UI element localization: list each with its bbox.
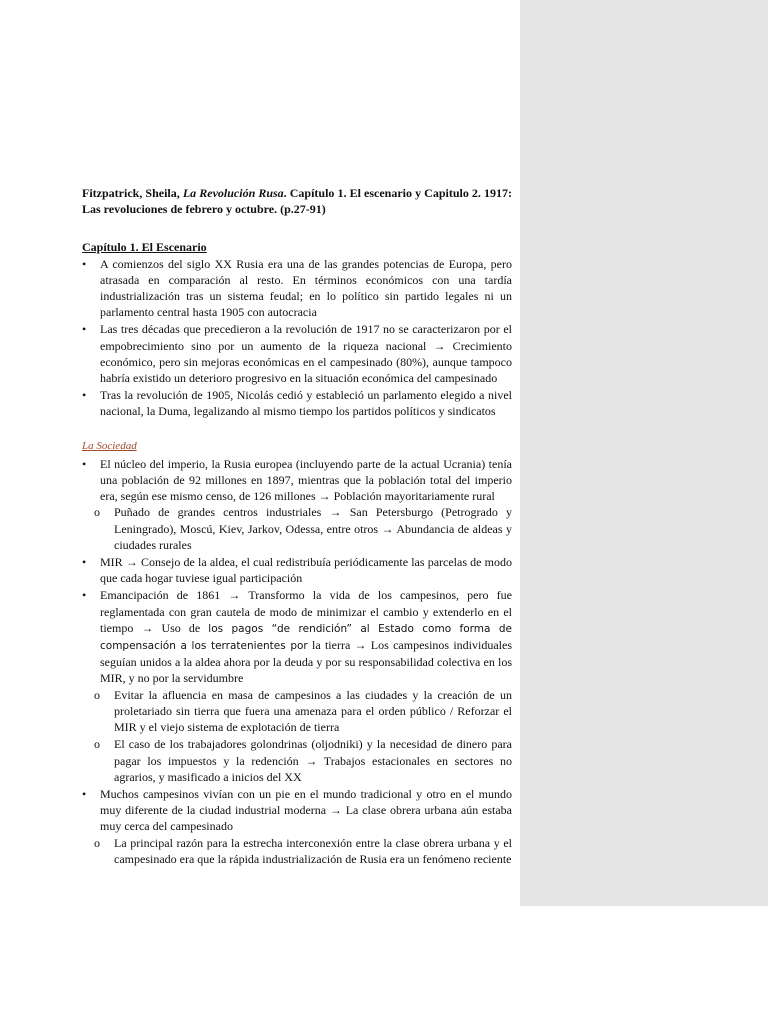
list-item: • MIR → Consejo de la aldea, el cual redistribuía periódicamente las parcelas de modo que cada hogar tuviese igual participación [82, 555, 512, 586]
blank-area [520, 906, 768, 1024]
sub-list-item: o Evitar la afluencia en masa de campesinos a las ciudades y la creación de un proletariado sin tierra que fuera una amenaza para el orden público / Reforzar el MIR y el viejo sistema de explotación de tierra [94, 687, 512, 735]
list-item: • A comienzos del siglo XX Rusia era una de las grandes potencias de Europa, pero atrasada en comparación al resto. En términos económicos con una tardía industrialización tras un sistema feudal; en lo político sin partido legales ni un parlamento central hasta 1905 con autocracia [82, 256, 512, 320]
list-item: • El núcleo del imperio, la Rusia europea (incluyendo parte de la actual Ucrania) tenía una población de 92 millones en 1897, mientras que la población total del imperio era, según ese mismo censo, de 126 millones → Población mayoritariamente rural o Puñado de grandes centros industriales → San Petersburgo (Petrogrado y Leningrado), Moscú, Kiev, Jarkov, Odessa, entre otros → Abundancia de aldeas y ciudades rurales [82, 456, 512, 552]
bullet-icon: • [82, 786, 87, 801]
comment-margin-pane [520, 0, 768, 906]
sub-bullet-icon: o [94, 687, 100, 702]
sub-list [82, 687, 512, 785]
bullet-icon: • [82, 588, 87, 603]
section-heading: La Sociedad [82, 439, 137, 452]
sans-serif-text: los pagos “de rendición” al Estado como forma de compensación a los terratenientes por [100, 622, 512, 653]
chapter-heading: Capítulo 1. El Escenario [82, 240, 207, 255]
sub-bullet-icon: o [94, 835, 100, 850]
society-bullet-list [82, 456, 512, 867]
bullet-icon: • [82, 555, 87, 570]
list-item: • Tras la revolución de 1905, Nicolás cedió y estableció un parlamento elegido a nivel nacional, la Duma, legalizando al mismo tiempo los partidos políticos y sindicatos [82, 388, 512, 419]
title-author: Fitzpatrick, Sheila, [82, 186, 183, 200]
sub-list-item: o La principal razón para la estrecha interconexión entre la clase obrera urbana y el campesinado era que la rápida industrialización de Rusia era un fenómeno reciente [94, 835, 512, 866]
bullet-icon: • [82, 322, 87, 337]
sub-list [82, 835, 512, 867]
list-item: • Muchos campesinos vivían con un pie en el mundo tradicional y otro en el mundo muy diferente de la ciudad industrial moderna → La clase obrera urbana aún estaba muy cerca del campesinado o La principal razón para la estrecha interconexión entre la clase obrera urbana y el campesinado era que la rápida industrialización de Rusia era un fenómeno reciente [82, 786, 512, 866]
sub-list [82, 504, 512, 553]
page-content [82, 185, 512, 868]
bullet-icon: • [82, 256, 87, 271]
title-book: La Revolución Rusa [182, 186, 284, 200]
title-chapters: . Capítulo 1. El escenario y Capitulo 2. 1917: Las revoluciones de febrero y octubre. (p.27-91) [82, 186, 512, 217]
sub-list-item: o Puñado de grandes centros industriales → San Petersburgo (Petrogrado y Leningrado), Moscú, Kiev, Jarkov, Odessa, entre otros → Abundancia de aldeas y ciudades rurales [94, 505, 512, 552]
list-item: • Emancipación de 1861 → Transformo la vida de los campesinos, pero fue reglamentada con gran cautela de modo de minimizar el cambio y extenderlo en el tiempo → Uso de los pagos “de rendición” al Estado como forma de compensación a los terratenientes por la tierra → Los campesinos individuales seguían unidos a la aldea ahora por la deuda y por su responsabilidad colectiva en los MIR, y no por la servidumbre o Evitar la afluencia en masa de campesinos a las ciudades y la creación de un proletariado sin tierra que fuera una amenaza para el orden público / Reforzar el MIR y el viejo sistema de explotación de tierra o El caso de los trabajadores golondrinas (oljodniki) y la necesidad de dinero para pagar los impuestos y la redención → Trabajos estacionales en sectores no agrarios, y masificado a inicios del XX [82, 588, 512, 784]
document-title [82, 185, 512, 217]
sub-list-item: o El caso de los trabajadores golondrinas (oljodniki) y la necesidad de dinero para pagar los impuestos y la redención → Trabajos estacionales en sectores no agrarios, y masificado a inicios del XX [94, 737, 512, 784]
sub-bullet-icon: o [94, 737, 100, 752]
sub-bullet-icon: o [94, 505, 100, 520]
list-item: • Las tres décadas que precedieron a la revolución de 1917 no se caracterizaron por el empobrecimiento sino por un aumento de la riqueza nacional → Crecimiento económico, pero sin mejoras económicas en el campesinado (80%), aunque tampoco habría existido un deterioro progresivo en la situación económica del campesinado [82, 322, 512, 386]
intro-bullet-list [82, 256, 512, 420]
bullet-icon: • [82, 456, 87, 471]
bullet-icon: • [82, 388, 87, 403]
